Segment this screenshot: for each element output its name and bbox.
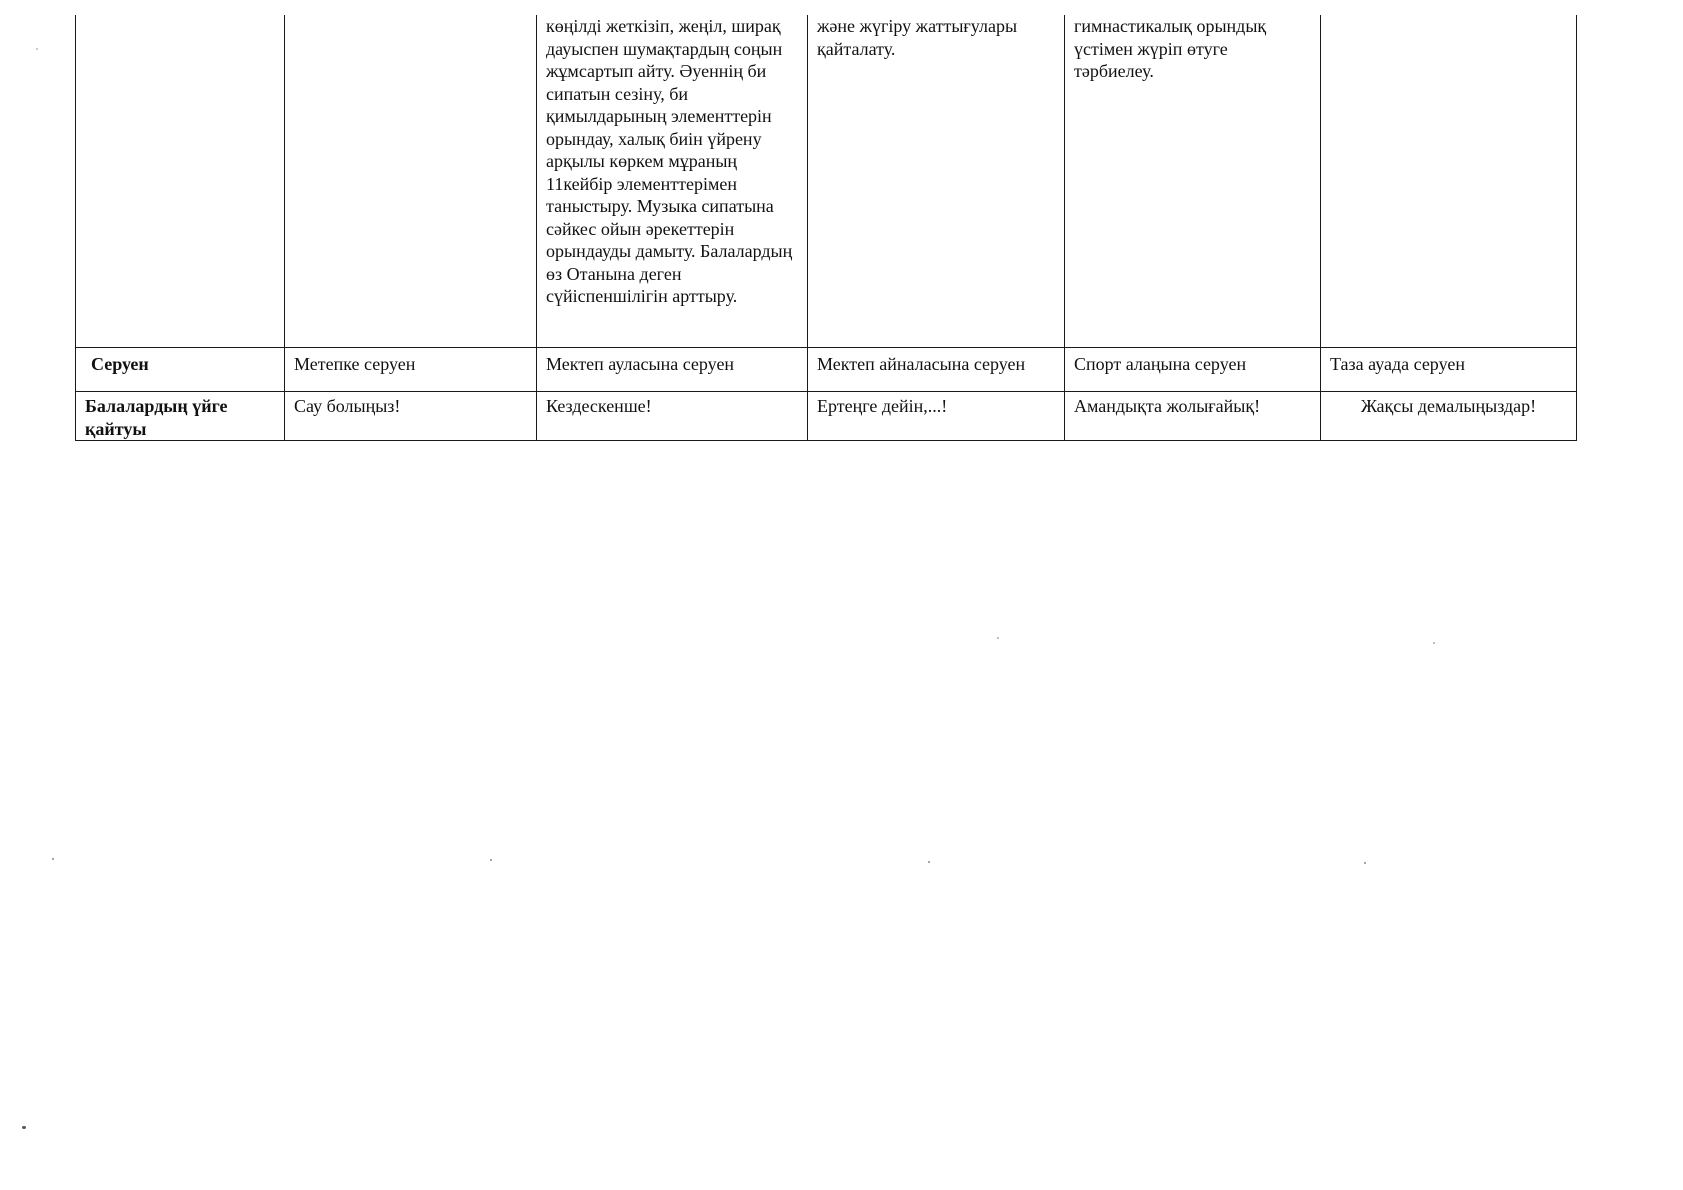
table-cell: Амандықта жолығайық!	[1065, 392, 1321, 441]
scan-speck	[22, 1126, 26, 1129]
scan-speck	[490, 859, 492, 861]
table-cell: Таза ауада серуен	[1321, 348, 1577, 392]
table-cell-music-text: көңілді жеткізіп, жеңіл, ширақ дауыспен шумақтардың соңын жұмсартып айту. Әуеннің би сипатын сезіну, би қимылдарының элементтерін орындау, халық биін үйрену арқылы көркем мұраның 11кейбір элементтерімен таныстыру. Музыка сипатына сәйкес ойын әрекеттерін орындауды дамыту. Балалардың өз Отанына деген сүйіспеншілігін арттыру.	[537, 15, 808, 348]
scan-speck	[36, 48, 38, 50]
table-cell-empty	[76, 15, 285, 348]
table-cell: Спорт алаңына серуен	[1065, 348, 1321, 392]
scan-speck	[997, 637, 999, 639]
table-cell: Мектеп ауласына серуен	[537, 348, 808, 392]
daily-plan-table	[75, 15, 1577, 441]
table-row-walk	[76, 348, 1577, 392]
scan-speck	[928, 861, 930, 863]
table-cell: Сау болыңыз!	[285, 392, 537, 441]
table-cell: Кездескенше!	[537, 392, 808, 441]
scan-speck	[1364, 862, 1366, 864]
table-cell-empty	[285, 15, 537, 348]
table-row-going-home	[76, 392, 1577, 441]
scan-speck	[52, 858, 54, 860]
table-cell: Ертеңге дейін,...!	[808, 392, 1065, 441]
row-header-walk: Серуен	[76, 348, 285, 392]
table-row-continuation	[76, 15, 1577, 348]
row-header-going-home: Балалардың үйге қайтуы	[76, 392, 285, 441]
table-cell-empty	[1321, 15, 1577, 348]
table-cell: Жақсы демалыңыздар!	[1321, 392, 1577, 441]
table-cell: Мектеп айналасына серуен	[808, 348, 1065, 392]
table-cell-physical-text: және жүгіру жаттығулары қайталату.	[808, 15, 1065, 348]
table-cell-gymnastics-text: гимнастикалық орындық үстімен жүріп өтуге тәрбиелеу.	[1065, 15, 1321, 348]
scan-speck	[1433, 642, 1435, 644]
table-cell: Метепке серуен	[285, 348, 537, 392]
